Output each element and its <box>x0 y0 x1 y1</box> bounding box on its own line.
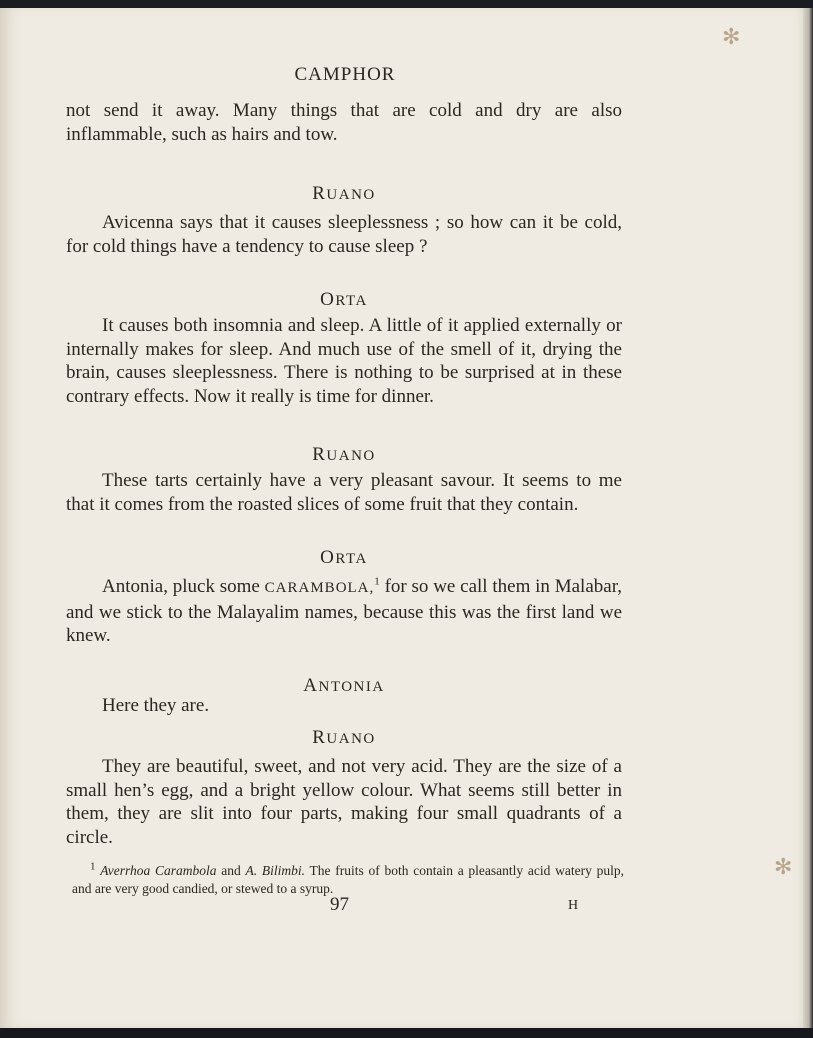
speaker-heading: ANTONIA <box>303 675 385 696</box>
paragraph: not send it away. Many things that are cold and dry are also inflammable, such as hairs and tow. <box>66 100 622 145</box>
paragraph-text: Antonia, pluck some <box>102 576 265 597</box>
page-number: 97 <box>330 894 349 915</box>
footnote-marker: 1 <box>374 575 380 588</box>
footnote-text: The fruits of both contain a pleasantly acid watery pulp, and are very good candied, or stewed to a syrup. <box>72 863 624 896</box>
speaker-heading: RUANO <box>312 444 376 465</box>
paragraph: Here they are. <box>102 695 210 716</box>
paragraph: It causes both insomnia and sleep. A little of it applied externally or internally makes for sleep. And much use of the smell of it, drying the brain, causes sleeplessness. There is nothing to be surprised at in these contrary effects. Now it really is time for dinner. <box>66 315 622 407</box>
speaker-heading: ORTA <box>320 289 368 310</box>
paragraph: They are beautiful, sweet, and not very acid. They are the size of a small hen’s egg, and a bright yellow colour. What seems still better in them, they are slit into four parts, making four small quadrants of a circle. <box>66 756 622 848</box>
paper-stain: ✻ <box>774 854 793 879</box>
paragraph: Avicenna says that it causes sleeplessness ; so how can it be cold, for cold things have a tendency to cause sleep ? <box>66 212 622 257</box>
paper-stain: ✻ <box>722 24 741 49</box>
book-page <box>0 8 803 1028</box>
footnote-text: and <box>216 863 246 878</box>
species-name: Averrhoa Carambola <box>100 863 217 878</box>
running-head: CAMPHOR <box>294 64 396 85</box>
scan-background <box>0 1028 813 1038</box>
paragraph: These tarts certainly have a very pleasant savour. It seems to me that it comes from the roasted slices of some fruit that they contain. <box>66 470 622 515</box>
speaker-heading: RUANO <box>312 183 376 204</box>
signature-mark: H <box>568 898 579 913</box>
paragraph <box>66 575 622 648</box>
footnote <box>72 862 624 898</box>
page-edge <box>803 8 813 1038</box>
speaker-heading: RUANO <box>312 727 376 748</box>
species-name: A. Bilimbi. <box>245 863 305 878</box>
footnote-number: 1 <box>90 860 96 873</box>
fruit-term: CARAMBOLA, <box>264 580 375 596</box>
speaker-heading: ORTA <box>320 547 368 568</box>
paragraph-text: for so we call them in Malabar, and we stick to the Malayalim names, because this was the first land we knew. <box>66 576 623 646</box>
